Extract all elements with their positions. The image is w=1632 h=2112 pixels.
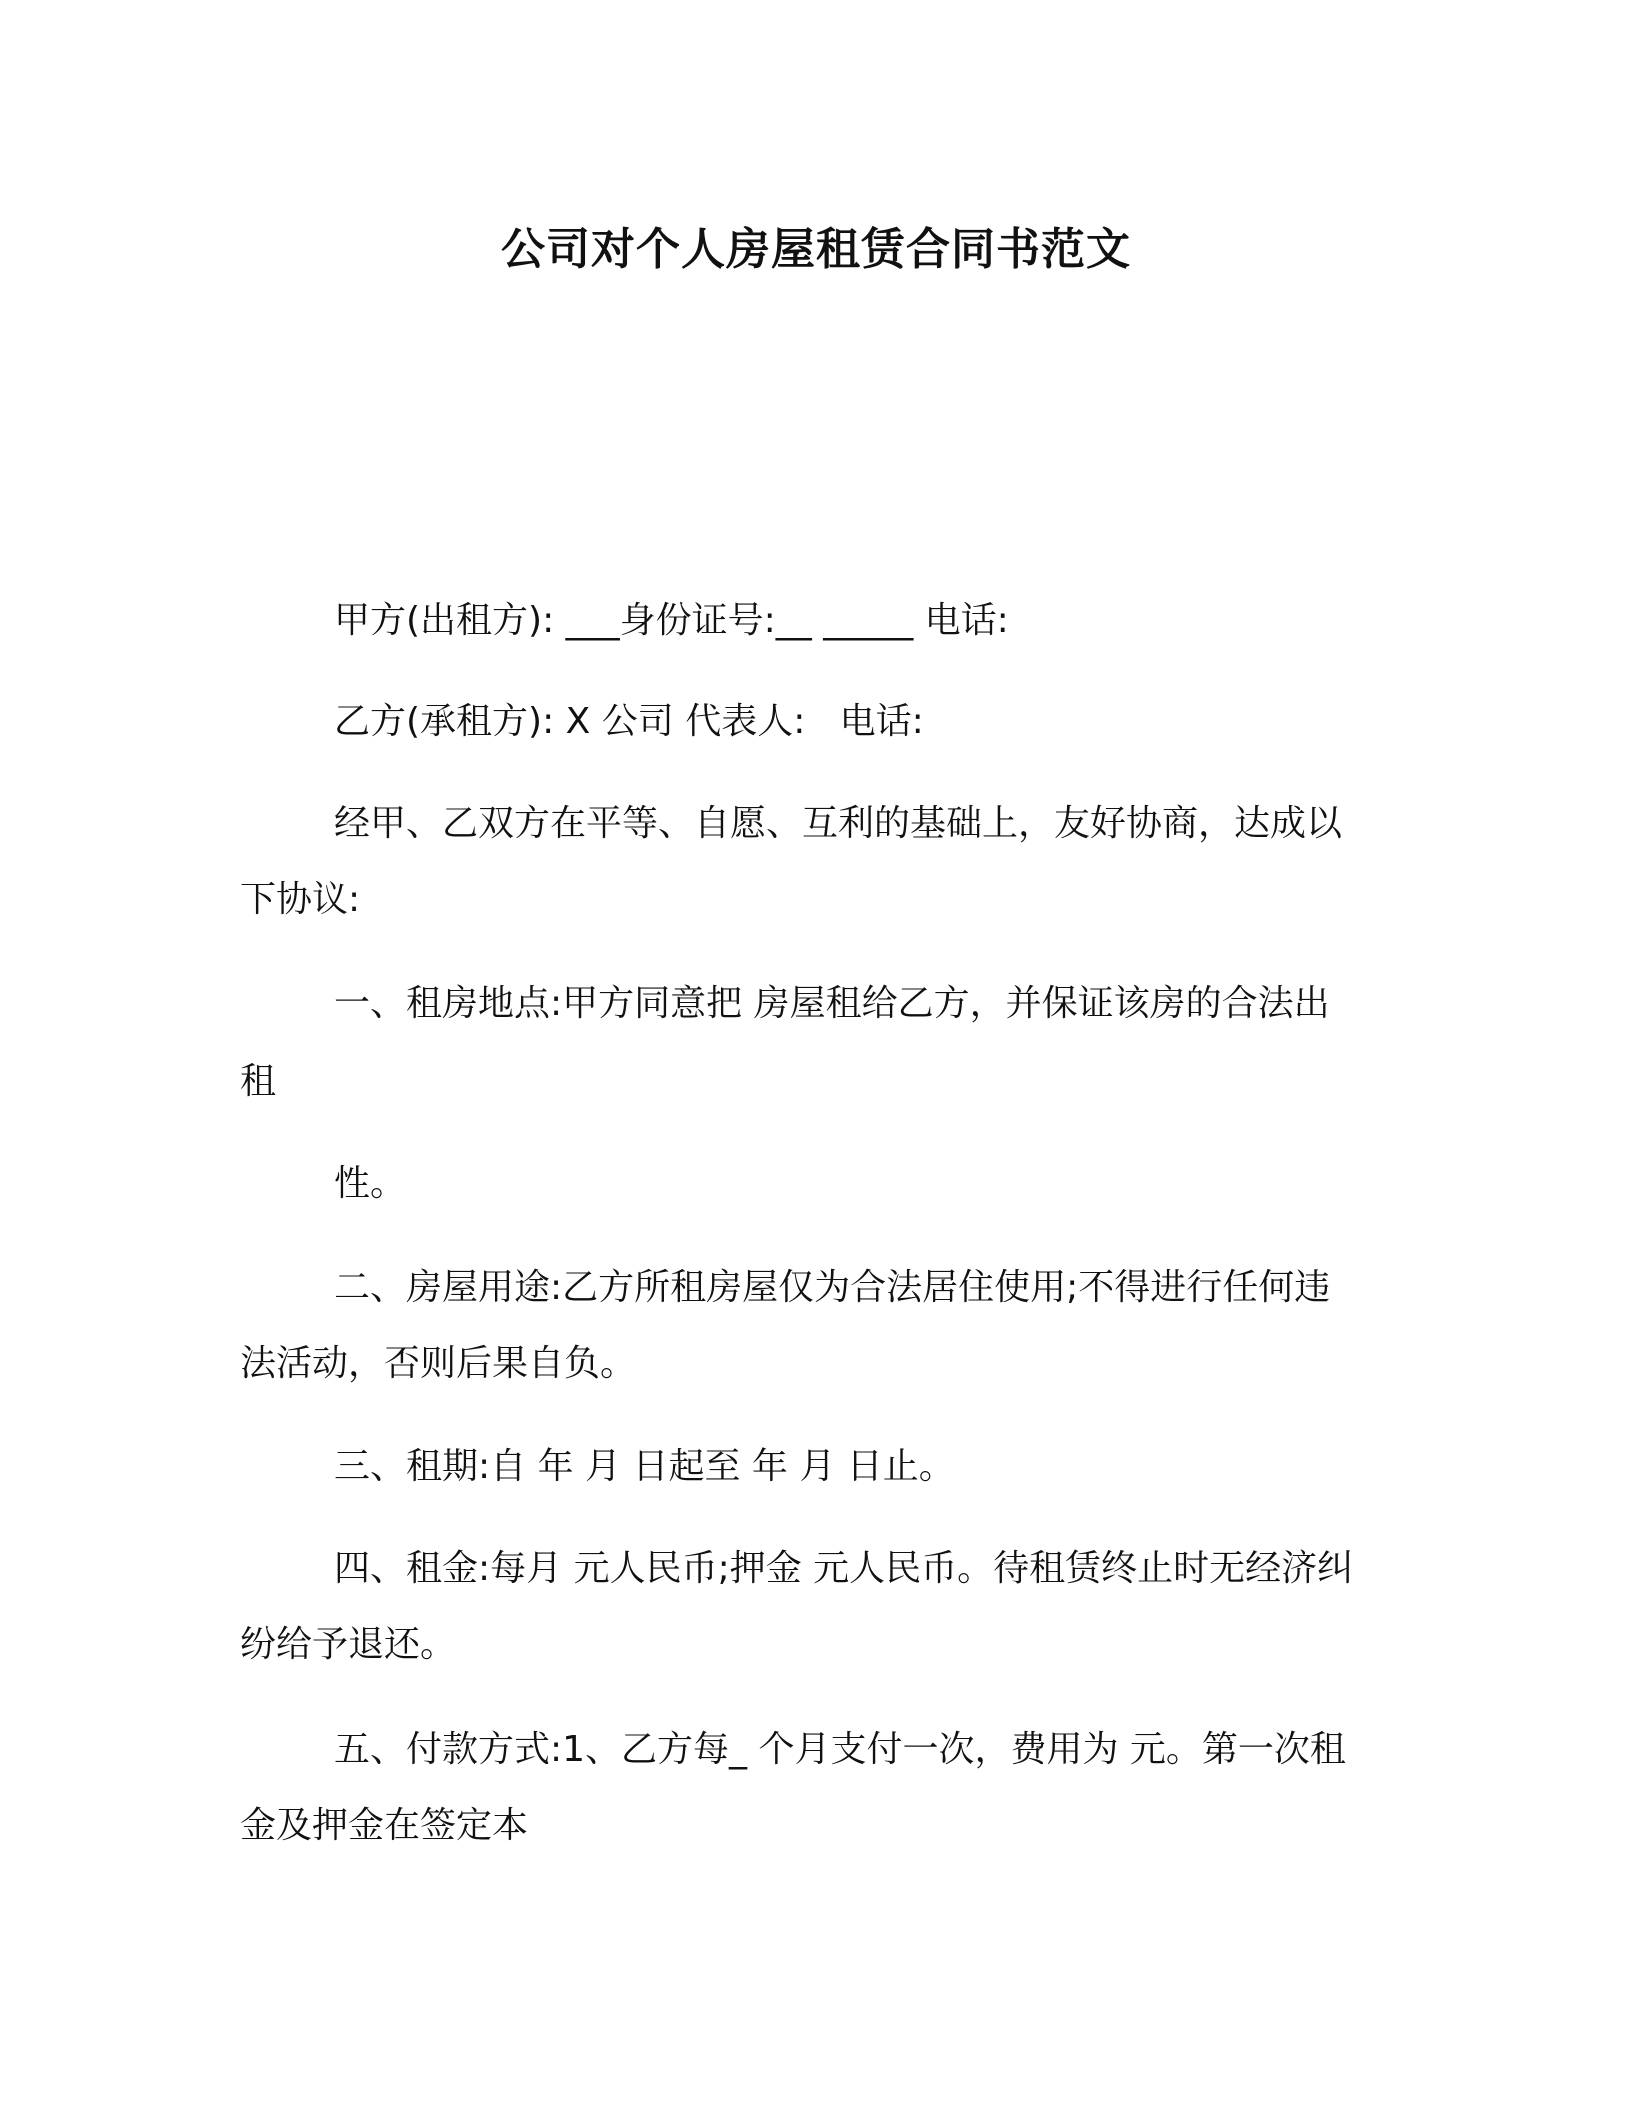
clause-1-line-2: 租 xyxy=(240,1061,277,1102)
preamble-line-1: 经甲、乙双方在平等、自愿、互利的基础上，友好协商，达成以 xyxy=(334,803,1343,844)
clause-5-line-1: 五、付款方式:1、乙方每_ 个月支付一次，费用为 元。第一次租 xyxy=(334,1729,1346,1770)
party-a-line: 甲方(出租方): ___身份证号:__ _____ 电话: xyxy=(334,600,1009,641)
clause-4-line-1: 四、租金:每月 元人民币;押金 元人民币。待租赁终止时无经济纠 xyxy=(334,1548,1354,1589)
document-title: 公司对个人房屋租赁合同书范文 xyxy=(501,224,1131,275)
party-b-line: 乙方(承租方): X 公司 代表人: 电话: xyxy=(334,701,924,742)
clause-2-line-2: 法活动，否则后果自负。 xyxy=(240,1343,637,1384)
preamble-line-2: 下协议: xyxy=(240,879,361,920)
clause-1-line-1: 一、租房地点:甲方同意把 房屋租给乙方，并保证该房的合法出 xyxy=(334,983,1330,1024)
clause-1-line-3: 性。 xyxy=(334,1163,407,1204)
clause-2-line-1: 二、房屋用途:乙方所租房屋仅为合法居住使用;不得进行任何违 xyxy=(334,1267,1331,1308)
clause-4-line-2: 纷给予退还。 xyxy=(240,1624,457,1665)
clause-5-line-2: 金及押金在签定本 xyxy=(240,1805,529,1846)
clause-3-line: 三、租期:自 年 月 日起至 年 月 日止。 xyxy=(334,1446,955,1487)
